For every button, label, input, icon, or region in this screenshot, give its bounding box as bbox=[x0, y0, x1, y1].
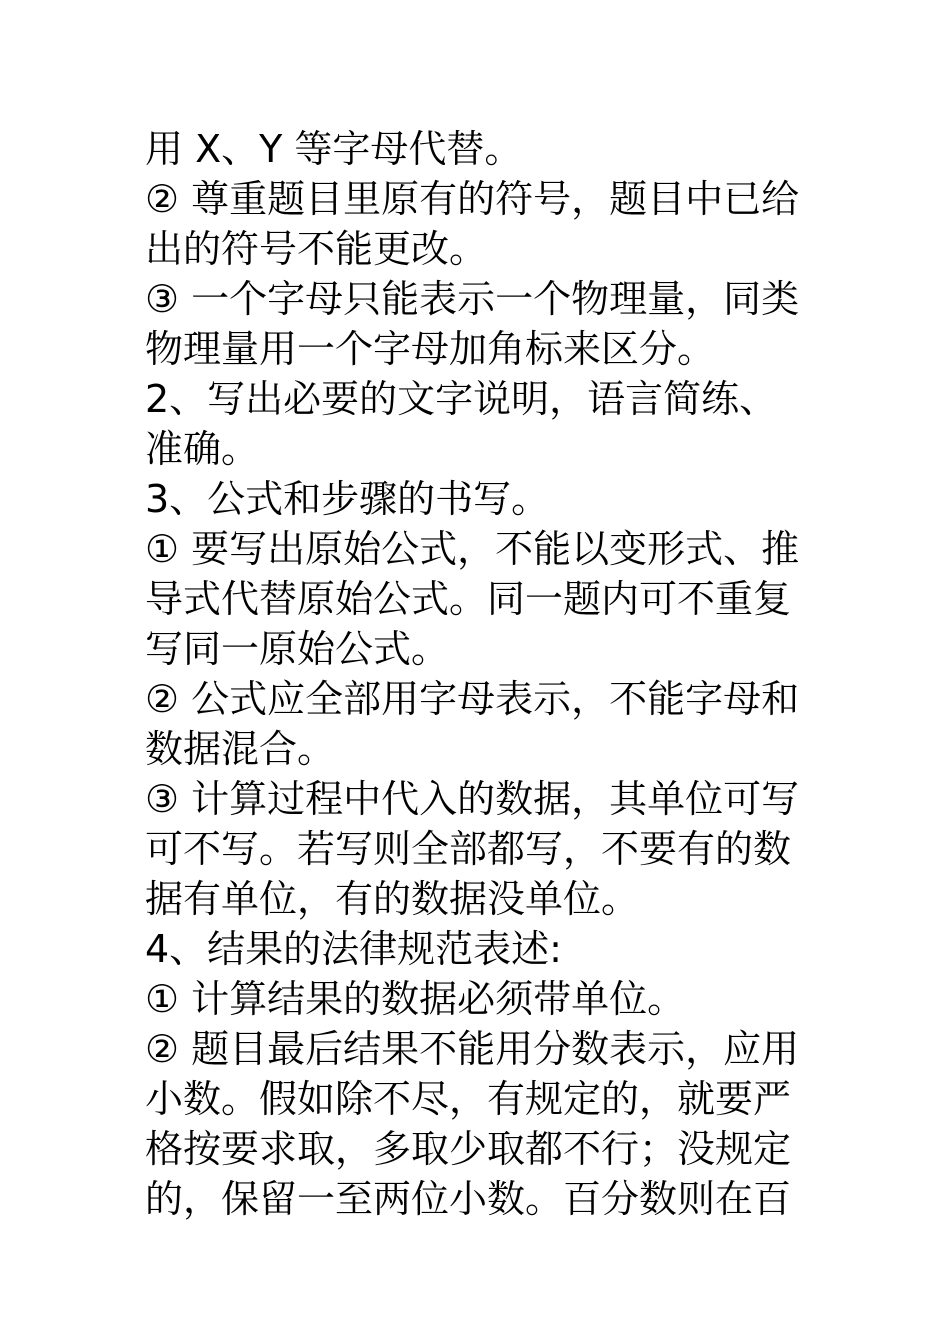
text-line: 出的符号不能更改。 bbox=[145, 227, 488, 271]
text-line: ② 公式应全部用字母表示，不能字母和 bbox=[145, 677, 800, 721]
text-line: 数据混合。 bbox=[145, 727, 336, 771]
text-line: ② 尊重题目里原有的符号，题目中已给 bbox=[145, 177, 800, 221]
text-line: 4、结果的法律规范表述: bbox=[145, 927, 562, 971]
document-text-body bbox=[145, 124, 810, 1224]
text-line: ① 计算结果的数据必须带单位。 bbox=[145, 977, 686, 1021]
text-line: ② 题目最后结果不能用分数表示，应用 bbox=[145, 1027, 800, 1071]
text-line: 2、写出必要的文字说明，语言简练、 bbox=[145, 377, 778, 421]
text-line: 物理量用一个字母加角标来区分。 bbox=[145, 327, 716, 371]
text-line: ③ 计算过程中代入的数据，其单位可写 bbox=[145, 777, 800, 821]
text-line: 的，保留一至两位小数。百分数则在百 bbox=[145, 1177, 792, 1221]
text-line: 准确。 bbox=[145, 427, 260, 471]
text-line: 导式代替原始公式。同一题内可不重复 bbox=[145, 577, 792, 621]
text-line: 写同一原始公式。 bbox=[145, 627, 450, 671]
text-line: 3、公式和步骤的书写。 bbox=[145, 477, 550, 521]
text-line: ① 要写出原始公式，不能以变形式、推 bbox=[145, 527, 800, 571]
text-line: 用 X、Y 等字母代替。 bbox=[145, 127, 523, 171]
text-line: 可不写。若写则全部都写，不要有的数 bbox=[145, 827, 792, 871]
text-line: 据有单位，有的数据没单位。 bbox=[145, 877, 640, 921]
text-line: 格按要求取，多取少取都不行；没规定 bbox=[145, 1127, 792, 1171]
text-line: 小数。假如除不尽，有规定的，就要严 bbox=[145, 1077, 792, 1121]
text-line: ③ 一个字母只能表示一个物理量，同类 bbox=[145, 277, 800, 321]
